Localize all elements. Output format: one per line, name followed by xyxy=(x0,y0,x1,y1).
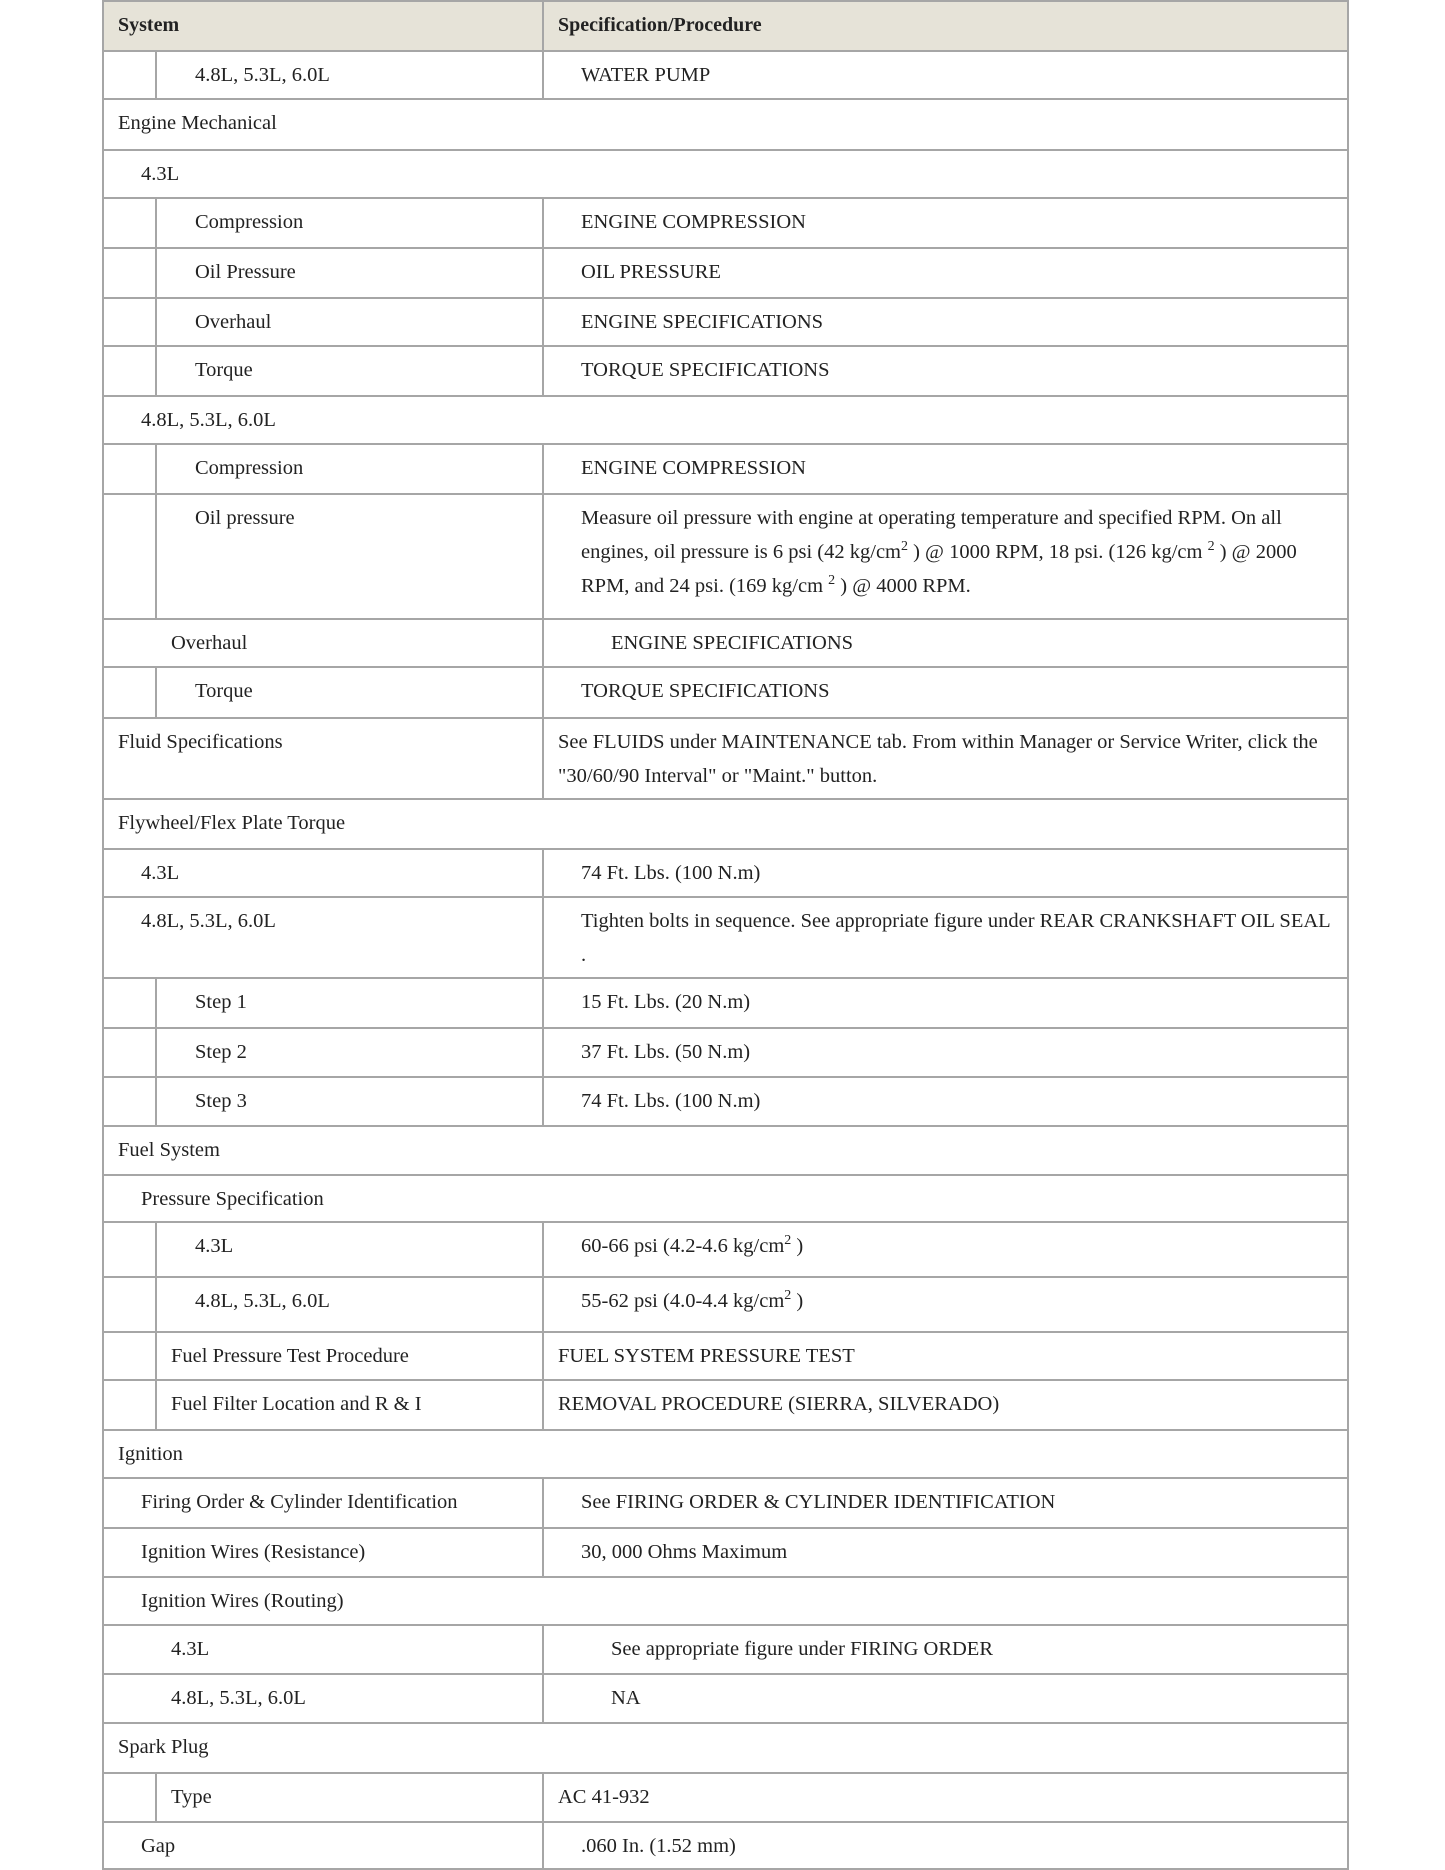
table-row xyxy=(104,898,1347,979)
spec-cell: NA xyxy=(611,1687,641,1709)
spec-cell: 74 Ft. Lbs. (100 N.m) xyxy=(581,862,761,884)
column-divider xyxy=(542,1278,544,1331)
spec-text: ) xyxy=(791,1235,804,1257)
table-row xyxy=(104,1029,1347,1078)
column-divider xyxy=(542,620,544,666)
indent-divider xyxy=(155,1029,157,1076)
column-divider xyxy=(542,347,544,395)
column-divider xyxy=(542,299,544,345)
table-row xyxy=(104,1529,1347,1578)
table-row xyxy=(104,620,1347,668)
table-row xyxy=(104,199,1347,249)
column-divider xyxy=(542,850,544,896)
column-divider xyxy=(542,1479,544,1527)
table-row xyxy=(104,299,1347,347)
spec-cell: 74 Ft. Lbs. (100 N.m) xyxy=(581,1090,761,1112)
table-row xyxy=(104,397,1347,445)
indent-divider xyxy=(155,347,157,395)
column-divider xyxy=(542,668,544,717)
system-cell: Pressure Specification xyxy=(141,1188,324,1210)
header-system: System xyxy=(118,14,180,36)
spec-cell: TORQUE SPECIFICATIONS xyxy=(581,359,830,381)
system-cell: Fuel Pressure Test Procedure xyxy=(171,1345,409,1367)
system-cell: 4.8L, 5.3L, 6.0L xyxy=(195,64,330,86)
system-cell: Gap xyxy=(141,1835,176,1857)
spec-text: ) @ 4000 RPM. xyxy=(835,575,971,597)
table-row xyxy=(104,1724,1347,1774)
column-divider xyxy=(542,2,544,50)
superscript: 2 xyxy=(828,573,836,589)
spec-cell: WATER PUMP xyxy=(581,64,711,86)
table-row xyxy=(104,1823,1347,1870)
system-cell: 4.3L xyxy=(141,163,180,185)
spec-text: ) xyxy=(791,1290,804,1312)
table-row xyxy=(104,1626,1347,1675)
spec-cell: ENGINE COMPRESSION xyxy=(581,457,806,479)
system-cell: 4.3L xyxy=(141,862,180,884)
table-row xyxy=(104,1381,1347,1431)
system-cell: Step 2 xyxy=(195,1041,247,1063)
spec-table xyxy=(102,0,1349,1870)
spec-text: ) @ 1000 RPM, 18 psi. (126 kg/cm xyxy=(907,541,1208,563)
table-row xyxy=(104,800,1347,850)
system-cell: Compression xyxy=(195,211,304,233)
table-row xyxy=(104,100,1347,151)
spec-cell: AC 41-932 xyxy=(558,1786,650,1808)
table-header xyxy=(104,2,1347,52)
table-row xyxy=(104,495,1347,620)
header-spec: Specification/Procedure xyxy=(558,14,762,36)
system-cell: Torque xyxy=(195,680,253,702)
system-cell: Ignition Wires (Resistance) xyxy=(141,1541,366,1563)
spec-cell xyxy=(581,501,1335,603)
column-divider xyxy=(542,495,544,618)
spec-cell xyxy=(581,1284,1335,1318)
column-divider xyxy=(542,1774,544,1821)
system-cell: Fuel System xyxy=(118,1139,220,1161)
indent-divider xyxy=(155,1381,157,1429)
column-divider xyxy=(542,1381,544,1429)
spec-cell: ENGINE SPECIFICATIONS xyxy=(611,632,854,654)
system-cell: Step 3 xyxy=(195,1090,247,1112)
column-divider xyxy=(542,1823,544,1868)
spec-text: 60-66 psi (4.2-4.6 kg/cm xyxy=(581,1235,785,1257)
system-cell: Oil pressure xyxy=(195,507,295,529)
system-cell: 4.8L, 5.3L, 6.0L xyxy=(195,1290,330,1312)
indent-divider xyxy=(155,249,157,297)
indent-divider xyxy=(155,445,157,493)
table-row xyxy=(104,1431,1347,1479)
column-divider xyxy=(542,719,544,798)
spec-cell: ENGINE COMPRESSION xyxy=(581,211,806,233)
superscript: 2 xyxy=(784,1288,792,1304)
system-cell: Ignition Wires (Routing) xyxy=(141,1590,344,1612)
column-divider xyxy=(542,1626,544,1673)
superscript: 2 xyxy=(784,1233,792,1249)
table-row xyxy=(104,1333,1347,1381)
indent-divider xyxy=(155,495,157,618)
system-cell: Oil Pressure xyxy=(195,261,296,283)
system-cell: Spark Plug xyxy=(118,1736,209,1758)
column-divider xyxy=(542,1675,544,1722)
system-cell: Engine Mechanical xyxy=(118,112,277,134)
spec-cell: .060 In. (1.52 mm) xyxy=(581,1835,736,1857)
indent-divider xyxy=(155,1078,157,1125)
table-row xyxy=(104,1078,1347,1127)
column-divider xyxy=(542,445,544,493)
spec-cell: REMOVAL PROCEDURE (SIERRA, SILVERADO) xyxy=(558,1393,1000,1415)
table-row xyxy=(104,1223,1347,1278)
indent-divider xyxy=(155,1774,157,1821)
spec-cell: OIL PRESSURE xyxy=(581,261,721,283)
column-divider xyxy=(542,1223,544,1276)
spec-cell: 30, 000 Ohms Maximum xyxy=(581,1541,788,1563)
table-row xyxy=(104,1774,1347,1823)
indent-divider xyxy=(155,199,157,247)
table-row xyxy=(104,1176,1347,1223)
table-row xyxy=(104,668,1347,719)
column-divider xyxy=(542,898,544,977)
system-cell: Overhaul xyxy=(171,632,248,654)
indent-divider xyxy=(155,1333,157,1379)
spec-cell: See FLUIDS under MAINTENANCE tab. From within Manager or Service Writer, click the "30/60/90 Interval" or "Maint." button. xyxy=(558,731,1318,787)
table-row xyxy=(104,850,1347,898)
spec-cell: FUEL SYSTEM PRESSURE TEST xyxy=(558,1345,855,1367)
system-cell: 4.3L xyxy=(195,1235,234,1257)
spec-cell: 15 Ft. Lbs. (20 N.m) xyxy=(581,991,751,1013)
superscript: 2 xyxy=(900,539,908,555)
spec-cell: Tighten bolts in sequence. See appropriate figure under REAR CRANKSHAFT OIL SEAL . xyxy=(581,910,1330,966)
table-row xyxy=(104,979,1347,1029)
table-row xyxy=(104,1479,1347,1529)
system-cell: Ignition xyxy=(118,1443,183,1465)
table-row xyxy=(104,347,1347,397)
system-cell: Firing Order & Cylinder Identification xyxy=(141,1491,458,1513)
column-divider xyxy=(542,199,544,247)
indent-divider xyxy=(155,668,157,717)
spec-cell: See appropriate figure under FIRING ORDER xyxy=(611,1638,994,1660)
system-cell: 4.8L, 5.3L, 6.0L xyxy=(141,910,276,932)
system-cell: Overhaul xyxy=(195,311,272,333)
table-row xyxy=(104,1127,1347,1176)
column-divider xyxy=(542,52,544,98)
table-row xyxy=(104,1578,1347,1626)
table-row xyxy=(104,249,1347,299)
system-cell: 4.8L, 5.3L, 6.0L xyxy=(141,409,276,431)
system-cell: Type xyxy=(171,1786,212,1808)
superscript: 2 xyxy=(1207,539,1215,555)
column-divider xyxy=(542,1529,544,1576)
system-cell: 4.8L, 5.3L, 6.0L xyxy=(171,1687,306,1709)
column-divider xyxy=(542,249,544,297)
column-divider xyxy=(542,979,544,1027)
spec-cell: 37 Ft. Lbs. (50 N.m) xyxy=(581,1041,751,1063)
table-row xyxy=(104,1675,1347,1724)
spec-cell: ENGINE SPECIFICATIONS xyxy=(581,311,824,333)
spec-text: ) @ 2000 RPM, and 24 psi. (169 kg/cm xyxy=(581,541,1297,597)
column-divider xyxy=(542,1333,544,1379)
spec-cell xyxy=(581,1229,1335,1263)
indent-divider xyxy=(155,1223,157,1276)
table-row xyxy=(104,719,1347,800)
table-row xyxy=(104,445,1347,495)
system-cell: 4.3L xyxy=(171,1638,210,1660)
indent-divider xyxy=(155,1278,157,1331)
table-row xyxy=(104,1278,1347,1333)
spec-text: 55-62 psi (4.0-4.4 kg/cm xyxy=(581,1290,785,1312)
indent-divider xyxy=(155,52,157,98)
spec-cell: TORQUE SPECIFICATIONS xyxy=(581,680,830,702)
system-cell: Flywheel/Flex Plate Torque xyxy=(118,812,346,834)
spec-cell: See FIRING ORDER & CYLINDER IDENTIFICATION xyxy=(581,1491,1056,1513)
indent-divider xyxy=(155,299,157,345)
system-cell: Step 1 xyxy=(195,991,247,1013)
indent-divider xyxy=(155,979,157,1027)
system-cell: Torque xyxy=(195,359,253,381)
spec-text: Measure oil pressure with engine at operating temperature and specified RPM. On all engines, oil pressure is 6 psi (42 kg/cm xyxy=(581,507,1282,563)
system-cell: Compression xyxy=(195,457,304,479)
system-cell: Fuel Filter Location and R & I xyxy=(171,1393,422,1415)
system-cell: Fluid Specifications xyxy=(118,731,283,753)
column-divider xyxy=(542,1078,544,1125)
column-divider xyxy=(542,1029,544,1076)
table-row xyxy=(104,52,1347,100)
table-row xyxy=(104,151,1347,199)
